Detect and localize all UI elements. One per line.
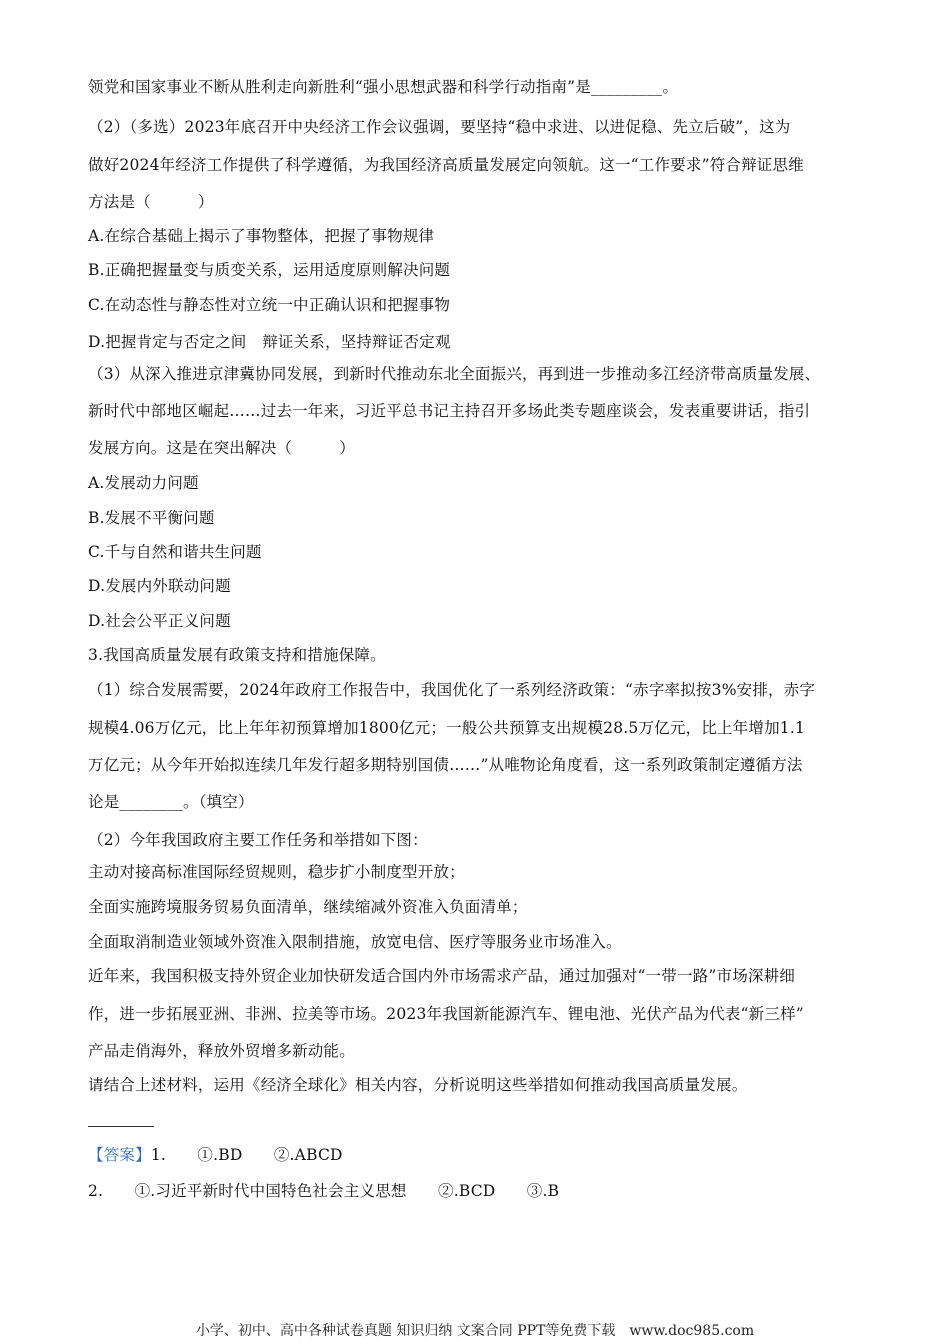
- text-line: （1）综合发展需要，2024年政府工作报告中，我国优化了一系列经济政策：“赤字率拟按3%安排，赤字: [88, 681, 816, 699]
- text-line: 作，进一步拓展亚洲、非洲、拉美等市场。2023年我国新能源汽车、锂电池、光伏产品为代表“新三样”: [88, 1005, 804, 1023]
- text-line: 领党和国家事业不断从胜利走向新胜利“强小思想武器和科学行动指南”是_________。: [88, 78, 679, 96]
- text-line: 论是________。（填空）: [88, 793, 254, 811]
- text-line: 规模4.06万亿元，比上年年初预算增加1800亿元；一般公共预算支出规模28.5万亿元，比上年增加1.1: [88, 719, 806, 737]
- text-line: （3）从深入推进京津冀协同发展，到新时代推动东北全面振兴，再到进一步推动多江经济带高质量发展、: [88, 365, 821, 383]
- text-line: （2）今年我国政府主要工作任务和举措如下图：: [88, 831, 428, 849]
- text-line: 发展方向。这是在突出解决（ ）: [88, 439, 355, 457]
- page-footer: [0, 1322, 950, 1340]
- option-line: C.千与自然和谐共生问题: [88, 543, 262, 561]
- text-line: 产品走俏海外，释放外贸增多新动能。: [88, 1042, 355, 1060]
- option-line: A.在综合基础上揭示了事物整体，把握了事物规律: [88, 227, 435, 245]
- option-line: D.社会公平正义问题: [88, 612, 231, 630]
- answer-tag: 【答案】: [88, 1146, 151, 1164]
- text-line: 新时代中部地区崛起……过去一年来，习近平总书记主持召开多场此类专题座谈会，发表重要讲话，指引: [88, 402, 811, 420]
- answer-text: 1. ①.BD ②.ABCD: [150, 1146, 343, 1164]
- option-line: A.发展动力问题: [88, 474, 199, 492]
- text-line: 近年来，我国积极支持外贸企业加快研发适合国内外市场需求产品，通过加强对“一带一路”市场深耕细: [88, 967, 796, 985]
- question-heading: 3.我国高质量发展有政策支持和措施保障。: [88, 646, 386, 664]
- text-line: 全面取消制造业领域外资准入限制措施，放宽电信、医疗等服务业市场准入。: [88, 933, 622, 951]
- text-line: 做好2024年经济工作提供了科学遵循，为我国经济高质量发展定向领航。这一“工作要求”符合辩证思维: [88, 156, 804, 174]
- text-line: 方法是（ ）: [88, 193, 214, 211]
- option-line: B.发展不平衡问题: [88, 509, 215, 527]
- option-line: D.把握肯定与否定之间 辩证关系，坚持辩证否定观: [88, 333, 451, 351]
- text-line: 主动对接高标准国际经贸规则，稳步扩小制度型开放；: [88, 863, 465, 881]
- answer-line: 2. ①.习近平新时代中国特色社会主义思想 ②.BCD ③.B: [88, 1182, 560, 1200]
- option-line: B.正确把握量变与质变关系，运用适度原则解决问题: [88, 261, 451, 279]
- footer-text: 小学、初中、高中各种试卷真题 知识归纳 文案合同 PPT等免费下载: [195, 1323, 616, 1339]
- answer-line: [88, 1144, 343, 1166]
- text-line: 全面实施跨境服务贸易负面清单，继续缩减外资准入负面清单；: [88, 898, 528, 916]
- option-line: C.在动态性与静态性对立统一中正确认识和把握事物: [88, 296, 451, 314]
- separator-rule: [88, 1126, 154, 1127]
- text-line: 请结合上述材料，运用《经济全球化》相关内容，分析说明这些举措如何推动我国高质量发展。: [88, 1076, 748, 1094]
- option-line: D.发展内外联动问题: [88, 577, 231, 595]
- footer-url: www.doc985.com: [629, 1323, 755, 1339]
- text-line: （2）（多选）2023年底召开中央经济工作会议强调，要坚持“稳中求进、以进促稳、先立后破”，这为: [88, 118, 791, 136]
- text-line: 万亿元；从今年开始拟连续几年发行超多期特别国债……”从唯物论角度看，这一系列政策制定遵循方法: [88, 756, 803, 774]
